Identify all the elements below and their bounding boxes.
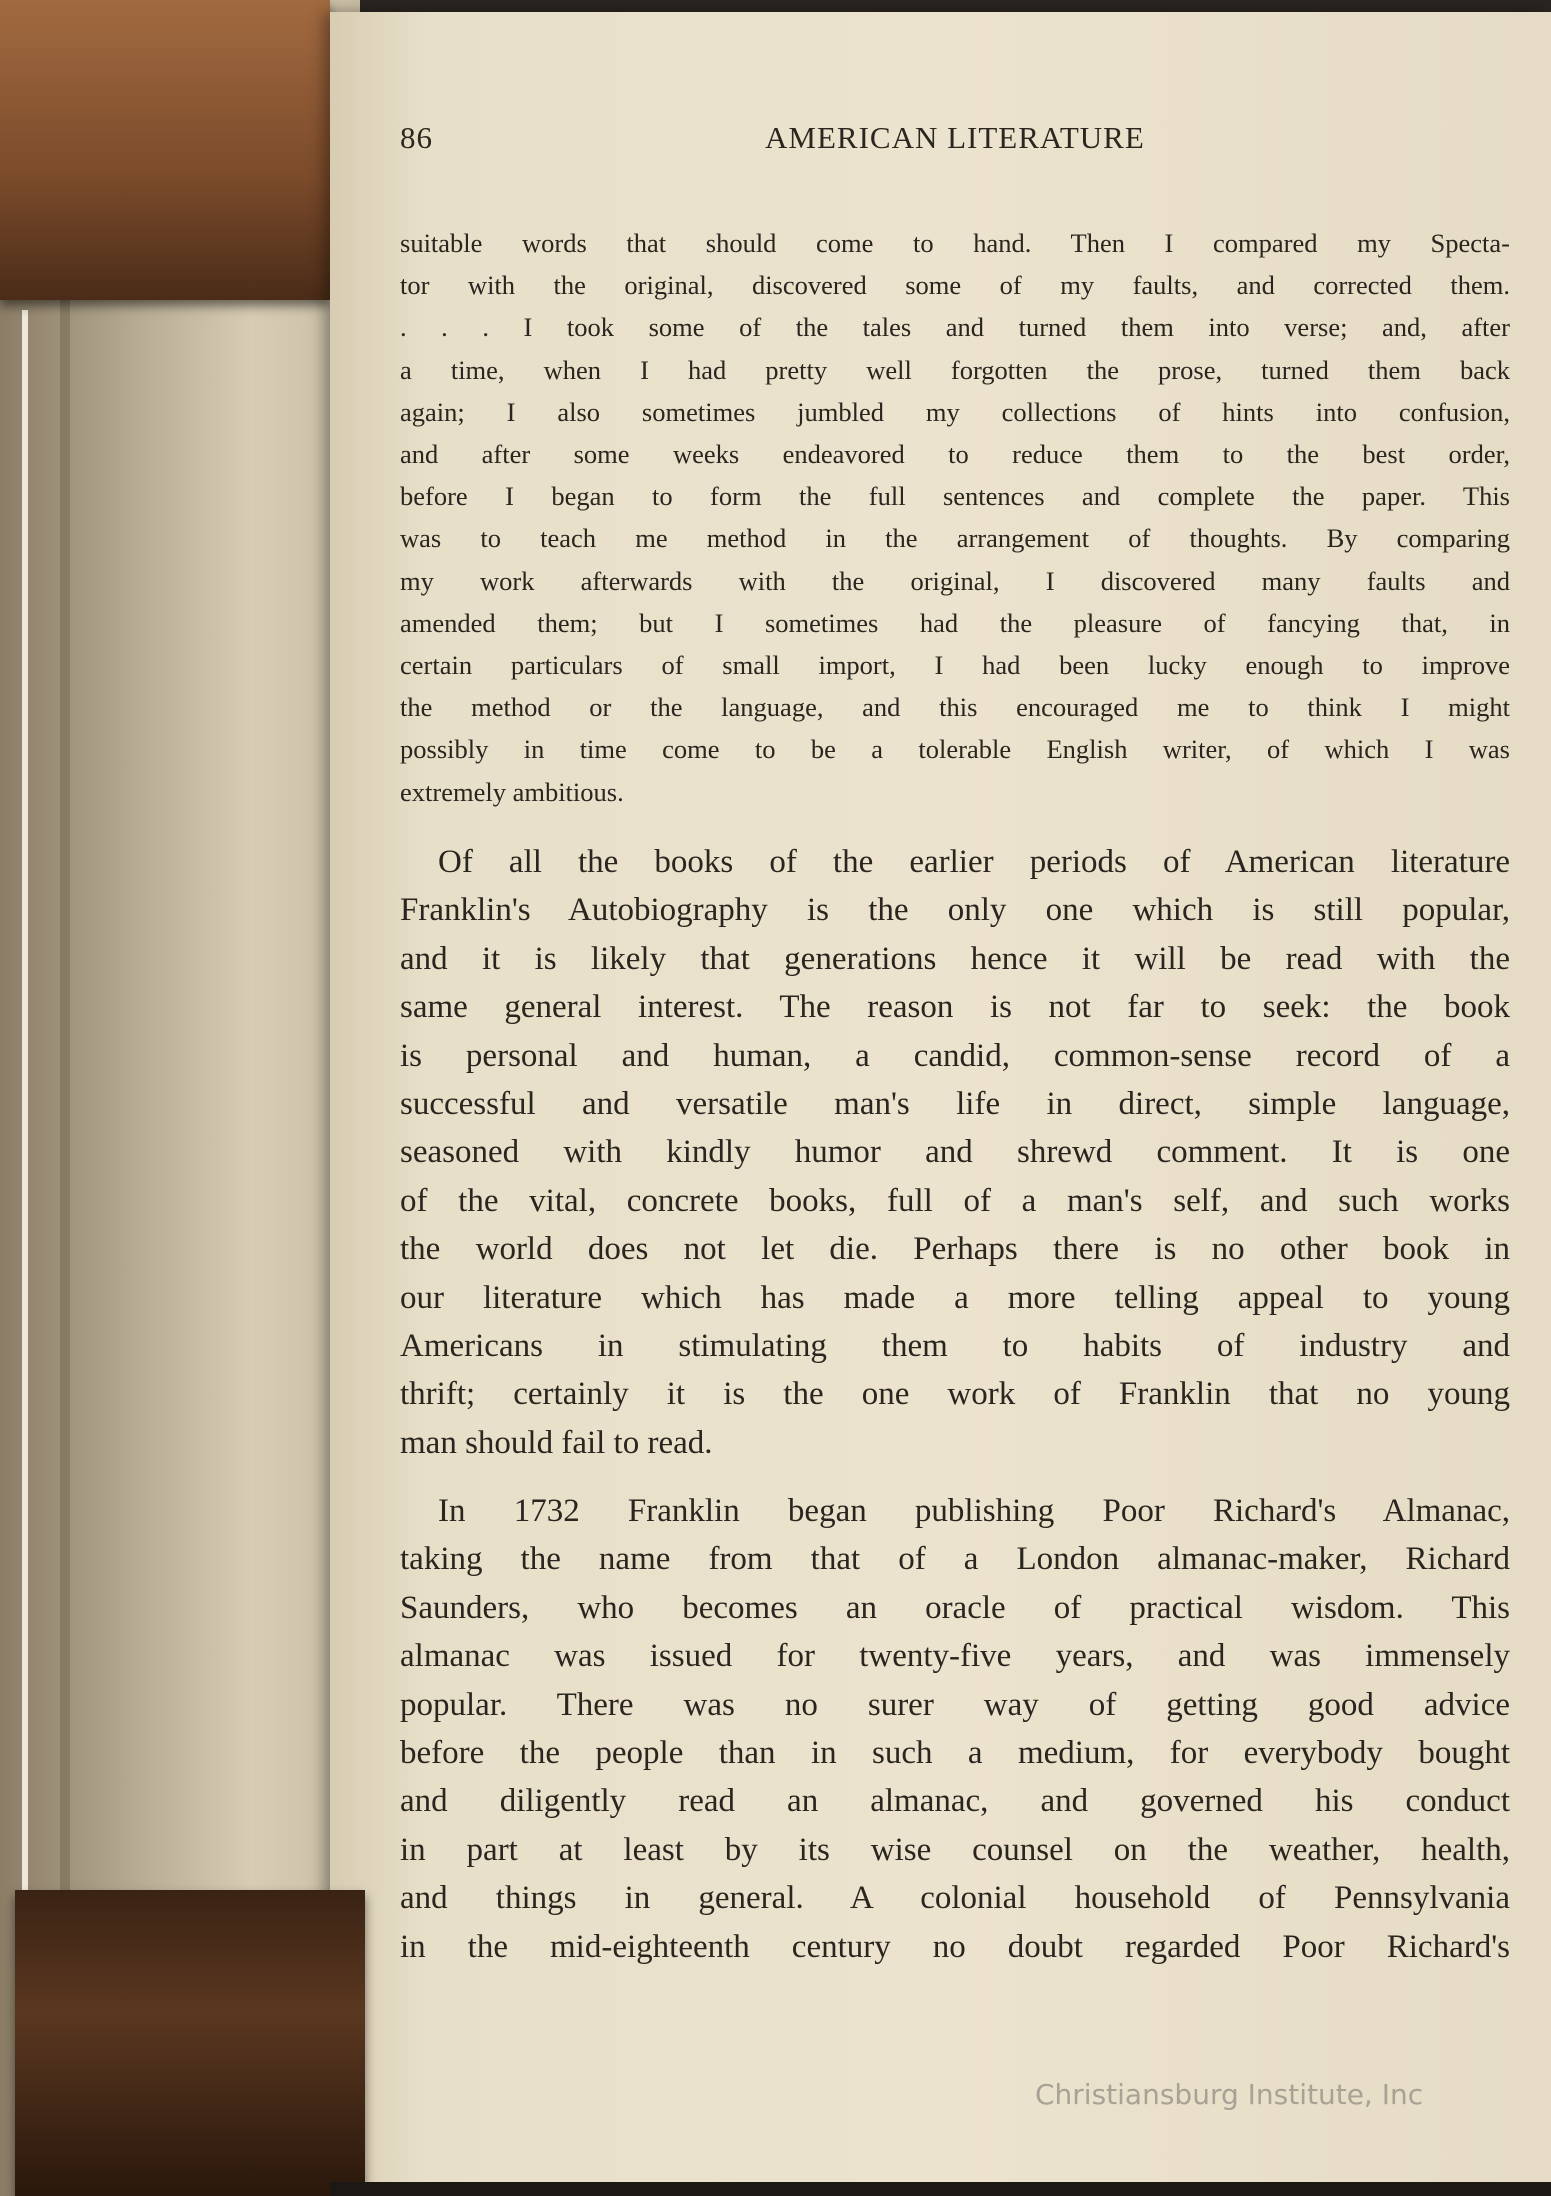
page-clip-top xyxy=(0,0,330,300)
paragraph-line: Americans in stimulating them to habits of industry and xyxy=(400,1328,1510,1365)
paragraph-line: popular. There was no surer way of getting good advice xyxy=(400,1686,1510,1723)
quote-line: possibly in time come to be a tolerable English writer, of which I was xyxy=(400,734,1510,765)
quote-line: suitable words that should come to hand. Then I compared my Specta- xyxy=(400,228,1510,258)
running-title: AMERICAN LITERATURE xyxy=(765,120,1145,155)
block-quote xyxy=(400,222,1510,813)
quote-line: again; I also sometimes jumbled my collections of hints into confusion, xyxy=(400,396,1510,427)
paragraph-line: and it is likely that generations hence it will be read with the xyxy=(400,940,1510,977)
quote-line: was to teach me method in the arrangement of thoughts. By comparing xyxy=(400,523,1510,554)
paragraph-line: In 1732 Franklin began publishing Poor Richard's Almanac, xyxy=(438,1493,1510,1529)
page-header xyxy=(400,120,1500,170)
paragraph-line: of the vital, concrete books, full of a man's self, and such works xyxy=(400,1182,1510,1219)
paragraph-line: successful and versatile man's life in direct, simple language, xyxy=(400,1086,1510,1123)
paragraph-line: and diligently read an almanac, and governed his conduct xyxy=(400,1783,1510,1820)
paragraph-autobiography xyxy=(400,838,1510,1467)
paragraph-line: Franklin's Autobiography is the only one which is still popular, xyxy=(400,892,1510,929)
quote-line: amended them; but I sometimes had the pleasure of fancying that, in xyxy=(400,607,1510,638)
paragraph-line: in part at least by its wise counsel on the weather, health, xyxy=(400,1831,1510,1868)
page-clip-bottom xyxy=(15,1890,365,2196)
page-number: 86 xyxy=(400,120,433,155)
quote-line: before I began to form the full sentences and complete the paper. This xyxy=(400,481,1510,512)
book-page-edges xyxy=(0,0,360,2196)
quote-line: my work afterwards with the original, I discovered many faults and xyxy=(400,565,1510,596)
paragraph-almanac xyxy=(400,1487,1510,1971)
paragraph-line: thrift; certainly it is the one work of Franklin that no young xyxy=(400,1376,1510,1413)
paragraph-line: the world does not let die. Perhaps there is no other book in xyxy=(400,1231,1510,1268)
page-edge-shadow xyxy=(60,300,70,1900)
paragraph-line: taking the name from that of a London almanac-maker, Richard xyxy=(400,1541,1510,1578)
quote-line: certain particulars of small import, I had been lucky enough to improve xyxy=(400,650,1510,681)
watermark: Christiansburg Institute, Inc xyxy=(1035,2078,1424,2111)
paragraph-line: in the mid-eighteenth century no doubt regarded Poor Richard's xyxy=(400,1928,1510,1965)
paragraph-line: Saunders, who becomes an oracle of practical wisdom. This xyxy=(400,1589,1510,1626)
paragraph-line: same general interest. The reason is not far to seek: the book xyxy=(400,989,1510,1026)
book-page xyxy=(330,12,1551,2182)
quote-line: the method or the language, and this encouraged me to think I might xyxy=(400,692,1510,723)
quote-line: a time, when I had pretty well forgotten the prose, turned them back xyxy=(400,354,1510,385)
paragraph-line: before the people than in such a medium, for everybody bought xyxy=(400,1735,1510,1772)
page-edge-line xyxy=(22,310,28,1910)
paragraph-line: almanac was issued for twenty-five years, and was immensely xyxy=(400,1638,1510,1675)
paragraph-line: seasoned with kindly humor and shrewd comment. It is one xyxy=(400,1134,1510,1171)
paragraph-line: is personal and human, a candid, common-sense record of a xyxy=(400,1037,1510,1074)
quote-line: . . . I took some of the tales and turned them into verse; and, after xyxy=(400,312,1510,343)
paragraph-line: Of all the books of the earlier periods of American literature xyxy=(438,844,1510,880)
bottom-shadow-band xyxy=(330,2182,1551,2196)
quote-line: tor with the original, discovered some of my faults, and corrected them. xyxy=(400,270,1510,301)
paragraph-line: man should fail to read. xyxy=(400,1424,713,1461)
quote-line: extremely ambitious. xyxy=(400,776,624,807)
quote-line: and after some weeks endeavored to reduce them to the best order, xyxy=(400,439,1510,470)
paragraph-line: and things in general. A colonial household of Pennsylvania xyxy=(400,1880,1510,1917)
paragraph-line: our literature which has made a more telling appeal to young xyxy=(400,1279,1510,1316)
